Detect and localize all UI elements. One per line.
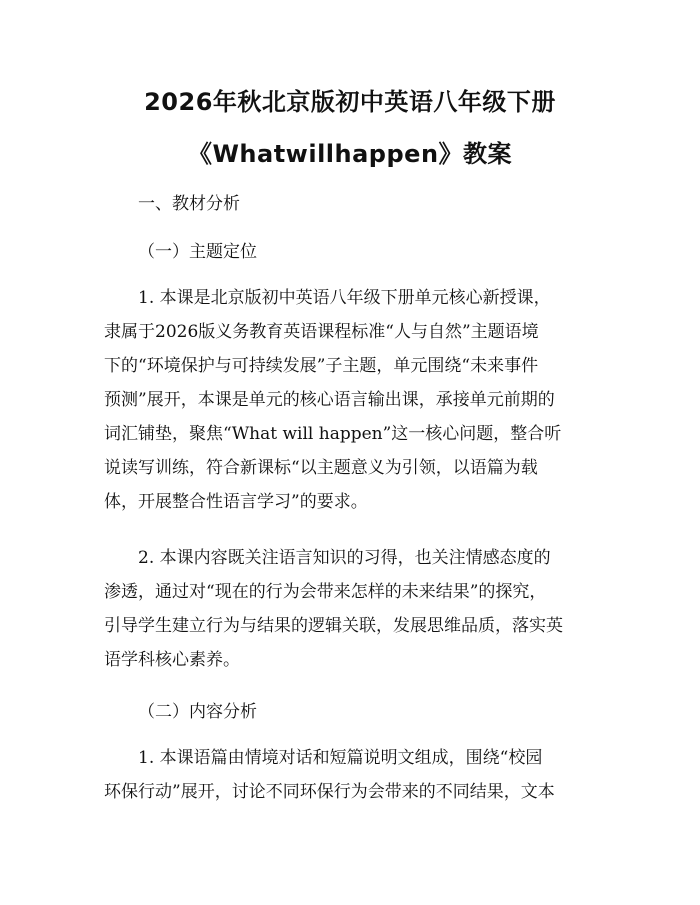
paragraph-3-line-2: 环保行动”展开，讨论不同环保行为会带来的不同结果，文本 [104, 782, 555, 802]
paragraph-1-line-2: 隶属于2026版义务教育英语课程标准“人与自然”主题语境 [104, 322, 539, 342]
paragraph-1-line-6: 说读写训练，符合新课标“以主题意义为引领，以语篇为载 [104, 458, 538, 478]
paragraph-2-line-4: 语学科核心素养。 [104, 650, 240, 670]
paragraph-1-line-4: 预测”展开，本课是单元的核心语言输出课，承接单元前期的 [104, 390, 555, 410]
paragraph-1-line-3: 下的“环境保护与可持续发展”子主题，单元围绕“未来事件 [104, 356, 539, 376]
subsection-heading-theme-positioning: （一）主题定位 [138, 242, 257, 262]
section-heading-textbook-analysis: 一、教材分析 [138, 194, 240, 214]
paragraph-1-line-1: 1. 本课是北京版初中英语八年级下册单元核心新授课， [138, 288, 551, 308]
document-title-line-1: 2026年秋北京版初中英语八年级下册 [144, 88, 556, 116]
paragraph-2-line-3: 引导学生建立行为与结果的逻辑关联，发展思维品质，落实英 [104, 616, 563, 636]
paragraph-2-line-1: 2. 本课内容既关注语言知识的习得，也关注情感态度的 [138, 548, 551, 568]
paragraph-1-line-5: 词汇铺垫，聚焦“What will happen”这一核心问题，整合听 [104, 424, 562, 444]
subsection-heading-content-analysis: （二）内容分析 [138, 702, 257, 722]
paragraph-1-line-7: 体，开展整合性语言学习”的要求。 [104, 492, 368, 512]
paragraph-3-line-1: 1. 本课语篇由情境对话和短篇说明文组成，围绕“校园 [138, 748, 543, 768]
document-title-line-2: 《Whatwillhappen》教案 [187, 140, 513, 168]
paragraph-2-line-2: 渗透，通过对“现在的行为会带来怎样的未来结果”的探究， [104, 582, 547, 602]
